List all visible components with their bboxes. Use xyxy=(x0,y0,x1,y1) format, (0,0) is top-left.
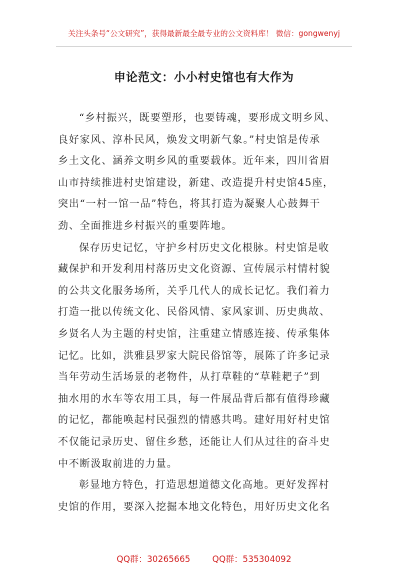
text-line: “乡村振兴，既要塑形，也要铸魂，要形成文明乡风、 xyxy=(79,113,336,124)
header-notice: 关注头条号“公文研究”，获得最新最全最专业的公文资料库！ 微信：gongwenyj xyxy=(68,29,340,38)
text-line: 的记忆，都能唤起村民强烈的情感共鸣。建好用好村史馆 xyxy=(58,415,331,427)
document-body xyxy=(58,108,352,518)
text-line: 突出“一村一馆一品”特色，将其打造为凝聚人心鼓舞干 xyxy=(58,199,321,211)
text-line: 良好家风、淳朴民风，焕发文明新气象。”村史馆是传承 xyxy=(58,134,321,146)
footer-qq-group-1: QQ群：30265665 xyxy=(116,555,191,565)
text-line: 藏保护和开发利用村落历史文化资源、宣传展示村情村貌 xyxy=(58,264,331,276)
footer xyxy=(0,553,408,565)
text-line: 乡土文化、涵养文明乡风的重要载体。近年来，四川省眉 xyxy=(58,156,331,168)
text-line: 不仅能记录历史、留住乡愁，还能让人们从过往的奋斗史 xyxy=(58,436,331,448)
text-line: 保存历史记忆，守护乡村历史文化根脉。村史馆是收 xyxy=(79,242,330,254)
footer-qq-group-2: QQ群：535304092 xyxy=(212,555,292,565)
text-line: 彰显地方特色，打造思想道德文化高地。更好发挥村 xyxy=(79,480,330,492)
text-line: 记忆。比如，洪雅县罗家大院民俗馆等，展陈了许多记录 xyxy=(58,350,331,362)
text-line: 劲、全面推进乡村振兴的重要阵地。 xyxy=(58,220,233,232)
document-title: 申论范文：小小村史馆也有大作为 xyxy=(114,70,294,84)
text-line: 史馆的作用，要深入挖掘本地文化特色，用好历史文化名 xyxy=(58,501,331,513)
text-line: 当年劳动生活场景的老物件，从打草鞋的“草鞋耙子”到 xyxy=(58,372,321,384)
text-line: 乡贤名人为主题的村史馆，注重建立情感连接、传承集体 xyxy=(58,328,331,340)
text-line: 中不断汲取前进的力量。 xyxy=(58,458,178,470)
text-line: 打造一批以传统文化、民俗风情、家风家训、历史典故、 xyxy=(58,307,331,319)
text-line: 抽水用的水车等农用工具，每一件展品背后都有值得珍藏 xyxy=(58,393,331,405)
header-divider xyxy=(56,46,352,47)
text-line: 山市持续推进村史馆建设，新建、改造提升村史馆45座， xyxy=(58,177,334,189)
text-line: 的公共文化服务场所，关乎几代人的成长记忆。我们着力 xyxy=(58,285,331,297)
